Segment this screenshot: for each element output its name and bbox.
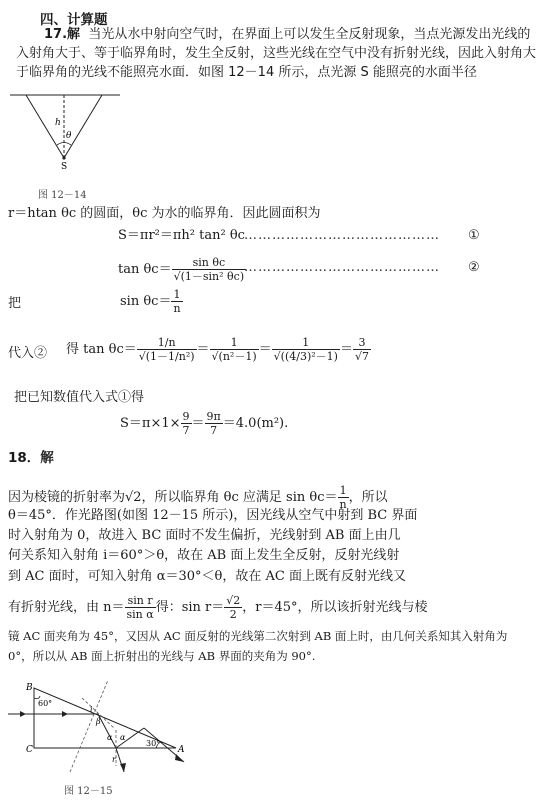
- q17-area-f2: [205, 410, 223, 437]
- q17-eq2-den: √(1－sin² θc): [173, 270, 245, 283]
- label-angle-a: 30°: [146, 739, 161, 748]
- q18-l6-a: 有折射光线，由 n＝: [8, 600, 125, 615]
- q17-f1-num: 1/n: [137, 336, 197, 350]
- q17-f2-num: 1: [210, 336, 259, 350]
- q17-sin-den: n: [173, 302, 181, 315]
- q17-intro-1: 当光从水中射向空气时，在界面上可以发生全反射现象，当点光源发出光线的: [88, 27, 531, 42]
- q17-sin-eq: [120, 288, 183, 315]
- q17-f4-den: √7: [354, 350, 369, 363]
- q17-f2-den: √(n²－1): [211, 350, 257, 363]
- label-i: i: [90, 705, 93, 714]
- q18-l1-num: 1: [338, 484, 349, 498]
- q17-intro-2: 入射角大于、等于临界角时，发生全反射，这些光线在空气中没有折射光线，因此入射角大: [16, 46, 537, 61]
- inner-arrow-icon: [62, 711, 68, 717]
- figure-12-15: [6, 676, 196, 776]
- q18-l6-frac1: [125, 594, 156, 621]
- section-title: 四、计算题: [40, 12, 108, 28]
- q17-area: [120, 410, 288, 437]
- q17-eq2-tag: ②: [468, 260, 480, 275]
- q17-f3-den: √((4/3)²－1): [273, 350, 338, 363]
- label-h: h: [55, 118, 61, 128]
- q18-l6-b: 得：sin r＝: [155, 600, 225, 615]
- q18-line-5: 到 AC 面时，可知入射角 α＝30°＜θ，故在 AC 面上既有反射光线又: [8, 569, 406, 584]
- q18-l1-b: ，所以: [348, 490, 388, 505]
- q17-f4: [353, 336, 371, 363]
- q17-number: 17.: [44, 27, 68, 42]
- q17-sin-lhs: sin θc＝: [120, 294, 172, 309]
- q17-known-line: 把已知数值代入式①得: [14, 390, 145, 405]
- figure-12-14: [10, 88, 120, 170]
- exit-arrow-icon: [175, 754, 184, 762]
- q18-l6-f2-num: √2: [226, 594, 241, 607]
- figure-12-14-caption: 图 12－14: [38, 190, 87, 201]
- label-angle-b: 60°: [38, 699, 53, 708]
- q17-daiu: 代入②: [8, 346, 48, 361]
- q17-f1-den: √(1－1/n²): [138, 350, 195, 363]
- q17-de: 得 tan θc＝: [66, 342, 137, 357]
- q17-f2: [210, 336, 259, 363]
- label-alpha: α: [107, 733, 113, 742]
- q18-l6-f1-num: sin r: [125, 594, 156, 608]
- q18-l1-den: n: [339, 498, 347, 511]
- q17-radius-line: r＝htan θc 的圆面，θc 为水的临界角．因此圆面积为: [8, 206, 321, 221]
- q17-sin-num: 1: [171, 288, 182, 302]
- label-c: C: [26, 745, 33, 755]
- q18-line-8: 0°，所以从 AB 面上折射出的光线与 AB 界面的夹角为 90°.: [8, 649, 316, 663]
- q17-tan-chain: 得 tan θc＝ $\frac{1/n}{\text{√(1－1/n²)}}$ ＝ $\frac{1}{\text{√(n²－1)}}$ ＝ $\frac{1}{\text{√((4/3)²－1)}}$ ＝ $\frac{3}{√7}$: [66, 336, 369, 363]
- q17-area-f1-num: 9: [182, 410, 190, 423]
- q18-line-6: [8, 594, 428, 621]
- q17-area-f1-den: 7: [182, 424, 190, 437]
- q18-l6-f1-den: sin α: [126, 608, 154, 621]
- label-beta: β: [96, 717, 101, 726]
- q17-line-1: [44, 27, 530, 42]
- label-theta: θ: [66, 131, 72, 141]
- q17-eq2-dots: ……………………………………: [244, 260, 440, 275]
- q18-number: 18．解: [8, 450, 54, 466]
- right-ray: [64, 95, 102, 158]
- q18-line-3: 时入射角为 0，故进入 BC 面时不发生偏折，光线射到 AB 面上由几: [8, 528, 401, 543]
- q17-eq2-num: sin θc: [172, 256, 247, 270]
- q18-l1-a: 因为棱镜的折射率为√2，所以临界角 θc 应满足 sin θc＝: [8, 490, 338, 505]
- point-source: [62, 156, 65, 159]
- q17-solve-label: 解: [67, 27, 81, 42]
- q18-l6-c: ，r＝45°，所以该折射光线与棱: [242, 600, 428, 615]
- incident-arrow-icon: [20, 711, 26, 717]
- q18-line-4: 何关系知入射角 i＝60°＞θ，故在 AB 面上发生全反射，反射光线射: [8, 548, 400, 563]
- q17-area-pre: S＝π×1×: [120, 416, 181, 431]
- label-s: S: [61, 162, 68, 170]
- q17-eq1: S＝πr²＝πh² tan² θc: [118, 228, 245, 243]
- q18-l6-frac2: [224, 594, 242, 621]
- theta-arc: [57, 143, 71, 146]
- q17-sin-frac: [171, 288, 182, 315]
- q17-eq2-lhs: tan θc＝: [118, 262, 172, 277]
- label-r: r: [112, 755, 116, 764]
- q17-eq2: [118, 256, 246, 283]
- q17-f3-num: 1: [272, 336, 340, 350]
- q17-eq1-dots: ……………………………………: [244, 228, 440, 243]
- q18-line-1: [8, 484, 388, 511]
- label-alpha-2: α: [120, 733, 126, 742]
- q17-ba: 把: [8, 296, 22, 311]
- figure-12-15-caption: 图 12－15: [64, 786, 113, 797]
- q18-line-2: θ＝45°．作光路图(如图 12－15 所示)，因光线从空气中射到 BC 界面: [8, 508, 418, 523]
- q18-line-7: 镜 AC 面夹角为 45°，又因从 AC 面反射的光线第二次射到 AB 面上时，由几何关系知其入射角为: [8, 629, 508, 643]
- label-a: A: [178, 745, 185, 755]
- q18-l1-frac: [338, 484, 349, 511]
- q17-area-f2-num: 9π: [206, 410, 221, 423]
- q17-f3: [272, 336, 340, 363]
- q17-area-mid: ＝: [191, 416, 205, 431]
- q17-area-f2-den: 7: [210, 424, 218, 437]
- label-b: B: [26, 683, 33, 693]
- dashed-guide: [70, 680, 108, 772]
- q17-intro-3: 于临界角的光线不能照亮水面．如图 12－14 所示，点光源 S 能照亮的水面半径: [16, 65, 477, 80]
- q17-eq1-tag: ①: [468, 228, 480, 243]
- q17-f1: [137, 336, 197, 363]
- out-arrow-icon: [120, 763, 126, 772]
- q17-f4-num: 3: [353, 336, 371, 350]
- q17-eq2-frac: [172, 256, 247, 283]
- q18-l6-f2-den: 2: [229, 608, 237, 621]
- q17-area-end: ＝4.0(m²).: [222, 416, 289, 431]
- q17-area-f1: [181, 410, 192, 437]
